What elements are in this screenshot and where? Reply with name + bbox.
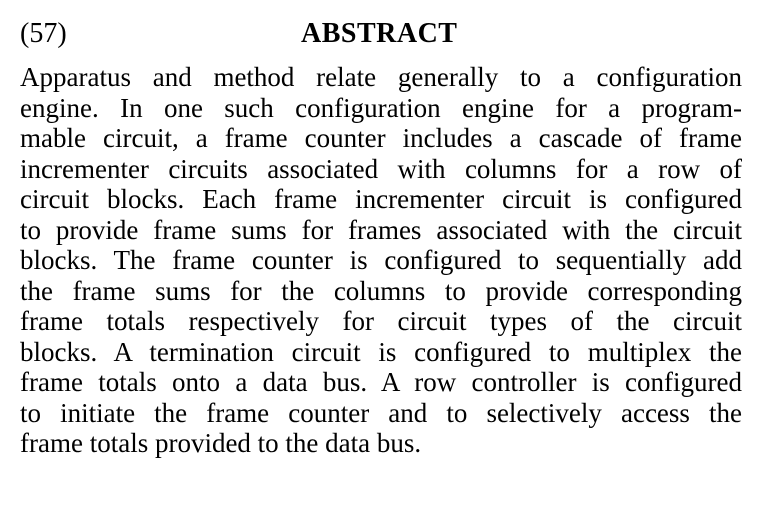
abstract-line: blocks. A termination circuit is configured to multiplex the <box>20 336 742 367</box>
abstract-line: frame totals provided to the data bus. <box>20 428 422 458</box>
abstract-line: the frame sums for the columns to provide corresponding <box>20 275 742 306</box>
abstract-line: frame totals onto a data bus. A row controller is configured <box>20 367 742 397</box>
abstract-body <box>20 62 742 459</box>
abstract-line: to provide frame sums for frames associated with the circuit <box>20 214 742 245</box>
abstract-line: engine. In one such configuration engine for a program- <box>20 92 742 123</box>
abstract-header <box>20 14 747 54</box>
abstract-line: blocks. The frame counter is configured to sequentially add <box>20 245 742 275</box>
abstract-line: circuit blocks. Each frame incrementer circuit is configured <box>20 184 742 214</box>
abstract-line: mable circuit, a frame counter includes a cascade of frame <box>20 123 742 153</box>
section-number: (57) <box>20 18 67 49</box>
abstract-line: incrementer circuits associated with columns for a row of <box>20 153 742 184</box>
abstract-line: Apparatus and method relate generally to a configuration <box>20 62 742 92</box>
abstract-line: to initiate the frame counter and to selectively access the <box>20 397 742 428</box>
section-title: ABSTRACT <box>301 18 458 49</box>
abstract-line: frame totals respectively for circuit types of the circuit <box>20 306 742 336</box>
